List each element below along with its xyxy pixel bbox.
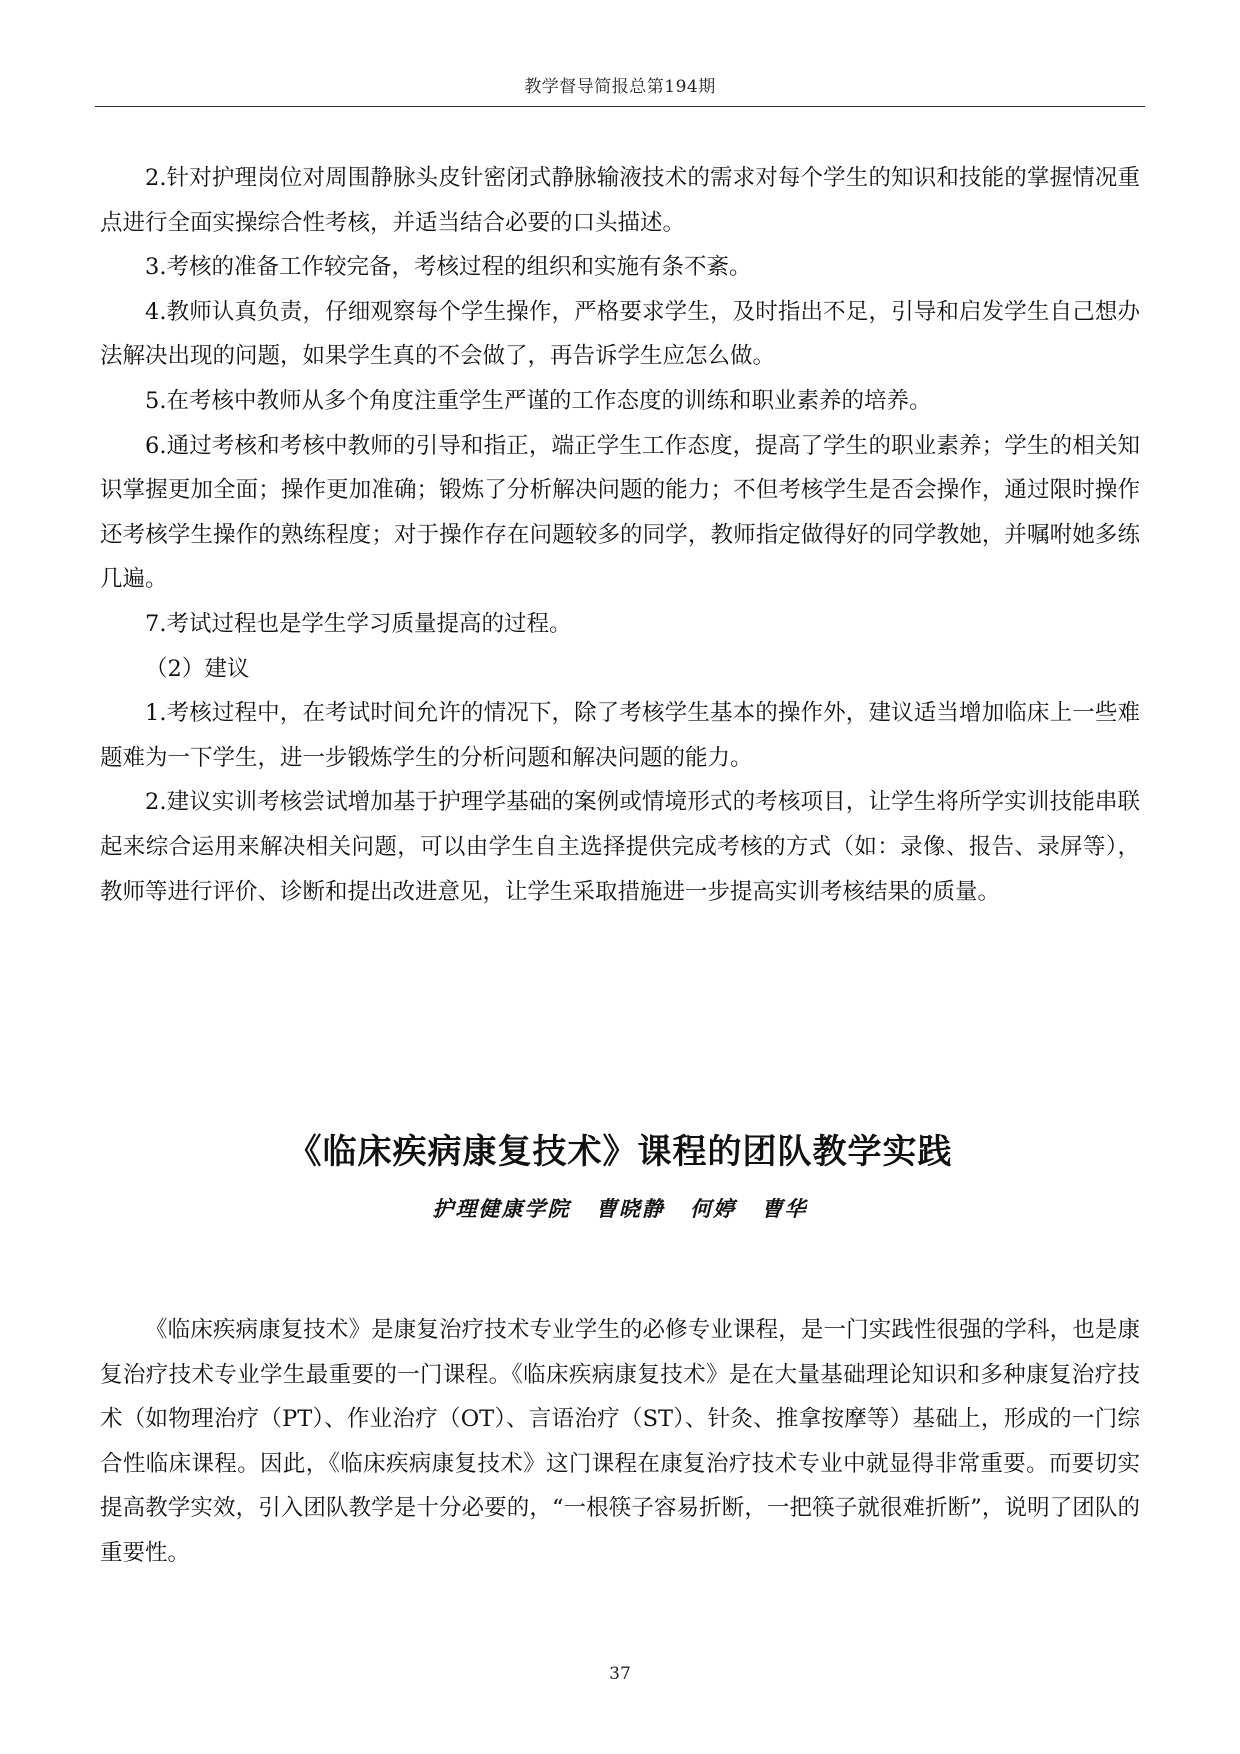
paragraph: 6.通过考核和考核中教师的引导和指正，端正学生工作态度，提高了学生的职业素养；学生的相关知识掌握更加全面；操作更加准确；锻炼了分析解决问题的能力；不但考核学生是否会操作，通过限时操作还考核学生操作的熟练程度；对于操作存在问题较多的同学，教师指定做得好的同学教她，并嘱咐她多练几遍。 (100, 432, 1140, 593)
page-header-title: 教学督导简报总第194期 (524, 77, 716, 97)
author-name: 何婷 (690, 1196, 737, 1221)
article-body (100, 1308, 1140, 1576)
paragraph: 《临床疾病康复技术》是康复治疗技术专业学生的必修专业课程，是一门实践性很强的学科，也是康复治疗技术专业学生最重要的一门课程。《临床疾病康复技术》是在大量基础理论知识和多种康复治疗技术（如物理治疗（PT）、作业治疗（OT）、言语治疗（ST）、针灸、推拿按摩等）基础上，形成的一门综合性临床课程。因此，《临床疾病康复技术》这门课程在康复治疗技术专业中就显得非常重要。而要切实提高教学实效，引入团队教学是十分必要的，“一根筷子容易折断，一把筷子就很难折断”，说明了团队的重要性。 (100, 1317, 1140, 1566)
author-department: 护理健康学院 (432, 1196, 571, 1221)
paragraph: 7.考试过程也是学生学习质量提高的过程。 (145, 610, 572, 637)
paragraph: 1.考核过程中，在考试时间允许的情况下，除了考核学生基本的操作外，建议适当增加临床上一些难题难为一下学生，进一步锻炼学生的分析问题和解决问题的能力。 (100, 700, 1140, 771)
subheading-suggestions: （2）建议 (145, 655, 250, 682)
article-byline (100, 1193, 1140, 1223)
section1-body (100, 156, 1140, 914)
paragraph: 3.考核的准备工作较完备，考核过程的组织和实施有条不紊。 (145, 254, 752, 281)
paragraph: 2.建议实训考核尝试增加基于护理学基础的案例或情境形式的考核项目，让学生将所学实训技能串联起来综合运用来解决相关问题，可以由学生自主选择提供完成考核的方式（如：录像、报告、录屏等），教师等进行评价、诊断和提出改进意见，让学生采取措施进一步提高实训考核结果的质量。 (100, 789, 1140, 905)
header-divider (95, 106, 1145, 107)
article-title: 《临床疾病康复技术》课程的团队教学实践 (287, 1132, 953, 1172)
author-name: 曹华 (761, 1196, 808, 1221)
paragraph: 5.在考核中教师从多个角度注重学生严谨的工作态度的训练和职业素养的培养。 (145, 387, 932, 414)
page-number: 37 (609, 1664, 631, 1684)
paragraph: 4.教师认真负责，仔细观察每个学生操作，严格要求学生，及时指出不足，引导和启发学生自己想办法解决出现的问题，如果学生真的不会做了，再告诉学生应怎么做。 (100, 298, 1140, 370)
author-name: 曹晓静 (595, 1196, 665, 1221)
paragraph: 2.针对护理岗位对周围静脉头皮针密闭式静脉输液技术的需求对每个学生的知识和技能的掌握情况重点进行全面实操综合性考核，并适当结合必要的口头描述。 (100, 165, 1140, 236)
